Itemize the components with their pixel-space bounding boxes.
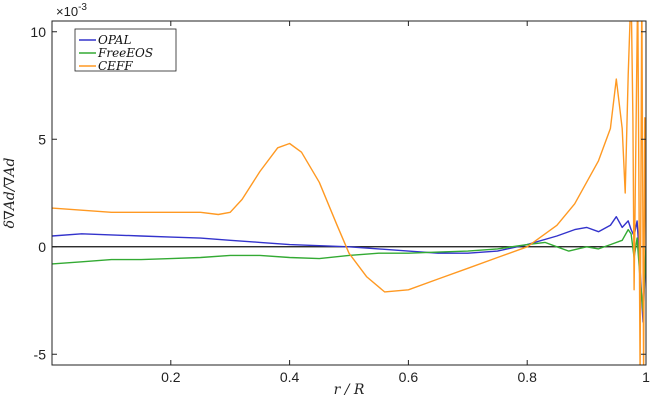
plot-background — [52, 21, 646, 365]
y-tick-label: 5 — [38, 131, 46, 148]
y-tick-label: 10 — [30, 23, 46, 40]
y-axis-label: δ∇Ad/∇Ad — [2, 157, 18, 229]
y-multiplier-exponent: -3 — [78, 2, 87, 13]
y-multiplier-label — [56, 2, 87, 19]
x-tick-label: 0.8 — [517, 369, 537, 385]
y-tick-label: -5 — [33, 346, 46, 363]
legend — [75, 29, 176, 73]
x-tick-label: 1 — [642, 369, 650, 385]
x-axis-label: r / R — [333, 382, 365, 396]
x-tick-label: 0.4 — [279, 369, 300, 385]
legend-label-opal: OPAL — [98, 33, 132, 47]
legend-label-freeeos: FreeEOS — [98, 46, 154, 60]
y-tick-label: 0 — [38, 238, 46, 255]
y-multiplier-base: ×10 — [56, 4, 79, 19]
x-tick-label: 0.2 — [161, 369, 181, 385]
legend-label-ceff: CEFF — [98, 59, 133, 73]
x-tick-label: 0.6 — [398, 369, 419, 385]
